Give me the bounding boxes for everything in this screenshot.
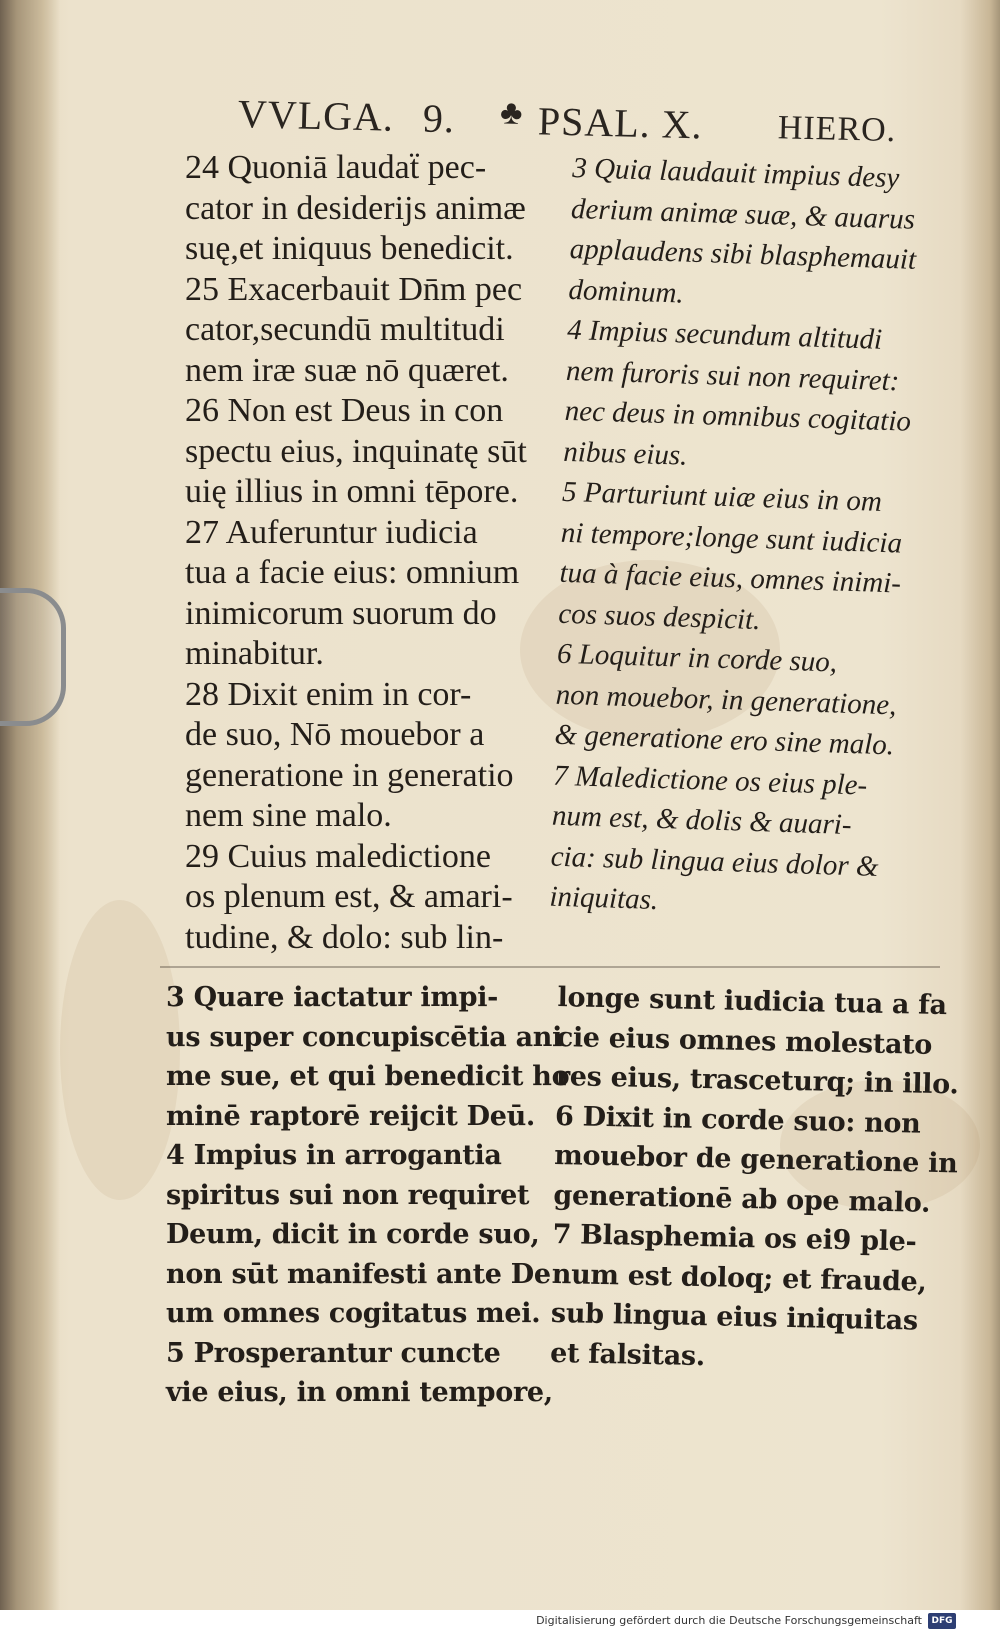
text-line: cos suos despicit.: [557, 597, 761, 636]
text-line: nibus eius.: [562, 435, 688, 472]
text-line: non sūt manifesti ante De: [166, 1258, 551, 1290]
text-line: tua à facie eius, omnes inimi-: [559, 556, 902, 600]
text-line: num est doloq; et fraude,: [551, 1258, 927, 1298]
text-line: 26 Non est Deus in con: [185, 392, 504, 429]
book-spine: [0, 0, 60, 1610]
text-line: longe sunt iudicia tua a fa: [557, 981, 948, 1022]
text-line: me sue, et qui benedicit ho: [166, 1061, 570, 1092]
text-line: 4 Impius in arrogantia: [166, 1140, 502, 1171]
text-line: res eius, trasceturq; in illo.: [555, 1060, 959, 1101]
text-line: um omnes cogitatus mei.: [166, 1298, 541, 1329]
text-line: spectu eius, inquinatę sūt: [185, 432, 527, 470]
text-line: nem sine malo.: [185, 797, 392, 834]
text-line: minabitur.: [185, 635, 324, 672]
text-line: 7 Maledictione os eius ple-: [552, 759, 868, 802]
text-line: applaudens sibi blasphemauit: [569, 232, 917, 276]
text-line: generationē ab ope malo.: [553, 1179, 931, 1219]
text-line: minē raptorē reijcit Deū.: [166, 1100, 536, 1132]
text-line: Deum, dicit in corde suo,: [166, 1219, 540, 1250]
header-left: VVLGA.: [237, 91, 395, 140]
paper-stain: [60, 900, 180, 1200]
vulgate-column: [185, 148, 527, 958]
text-line: os plenum est, & amari-: [185, 878, 513, 915]
page-clip: [0, 588, 66, 726]
text-line: spiritus sui non requiret: [166, 1179, 530, 1211]
page-number: 9.: [422, 95, 456, 142]
text-line: 4 Impius secundum altitudi: [566, 313, 883, 356]
text-line: suę,et iniquus benedicit.: [185, 230, 514, 267]
text-line: dominum.: [568, 273, 685, 310]
clover-ornament-icon: ♣: [499, 94, 524, 132]
text-line: cator,secundū multitudi: [185, 311, 505, 348]
text-line: inimicorum suorum do: [185, 594, 497, 632]
text-line: cie eius omnes molestato: [556, 1021, 933, 1061]
text-line: & generatione ero sine malo.: [554, 718, 895, 762]
text-line: ni tempore;longe sunt iudicia: [560, 516, 903, 560]
text-line: num est, & dolis & auari-: [551, 799, 853, 842]
header-right: HIERO.: [777, 109, 897, 150]
text-line: sub lingua eius iniquitas: [550, 1297, 919, 1337]
section-divider: [160, 966, 940, 968]
text-line: 25 Exacerbauit Dn̄m pec: [185, 270, 523, 308]
text-line: et falsitas.: [549, 1337, 706, 1372]
header-center: PSAL. X.: [537, 98, 704, 148]
text-line: vie eius, in omni tempore,: [166, 1377, 553, 1408]
hieronymus-column: [549, 148, 919, 928]
text-line: 7 Blasphemia os ei9 ple-: [552, 1218, 917, 1258]
text-line: cator in desiderijs animæ: [185, 189, 526, 227]
text-line: nem iræ suæ nō quæret.: [185, 351, 509, 389]
text-line: 5 Prosperantur cuncte: [166, 1337, 501, 1369]
gothic-right-column: [550, 978, 961, 1381]
text-line: 27 Auferuntur iudicia: [185, 513, 478, 551]
text-line: 5 Parturiunt uiæ eius in om: [561, 475, 883, 518]
text-line: 29 Cuius maledictione: [185, 837, 491, 875]
text-line: derium animæ suæ, & auarus: [570, 192, 916, 236]
dfg-logo: DFG: [928, 1613, 956, 1629]
text-line: tudine, & dolo: sub lin-: [185, 918, 504, 956]
text-line: uię illius in omni tēpore.: [185, 473, 519, 510]
text-line: de suo, Nō mouebor a: [185, 716, 485, 753]
text-line: generatione in generatio: [185, 756, 514, 794]
text-line: 28 Dixit enim in cor-: [185, 675, 472, 713]
text-line: 6 Loquitur in corde suo,: [556, 637, 838, 679]
text-line: non mouebor, in generatione,: [555, 678, 897, 721]
text-line: mouebor de generatione in: [553, 1139, 958, 1180]
text-line: 24 Quoniā laudaẗ pec-: [185, 149, 487, 186]
text-line: tua a facie eius: omnium: [185, 554, 520, 591]
text-line: nem furoris sui non requiret:: [565, 354, 900, 397]
footer-bar: [0, 1610, 1000, 1635]
footer-credit: Digitalisierung gefördert durch die Deutsche Forschungsgemeinschaft: [536, 1614, 922, 1627]
text-line: cia: sub lingua eius dolor &: [550, 840, 879, 883]
gothic-left-column: [166, 978, 569, 1413]
text-line: nec deus in omnibus cogitatio: [564, 394, 912, 438]
text-line: 3 Quare iactatur impi-: [166, 982, 499, 1013]
text-line: us super concupiscētia ani: [166, 1021, 563, 1053]
text-line: 6 Dixit in corde suo: non: [554, 1100, 921, 1140]
text-line: 3 Quia laudauit impius desy: [571, 151, 900, 195]
text-line: iniquitas.: [548, 880, 659, 917]
